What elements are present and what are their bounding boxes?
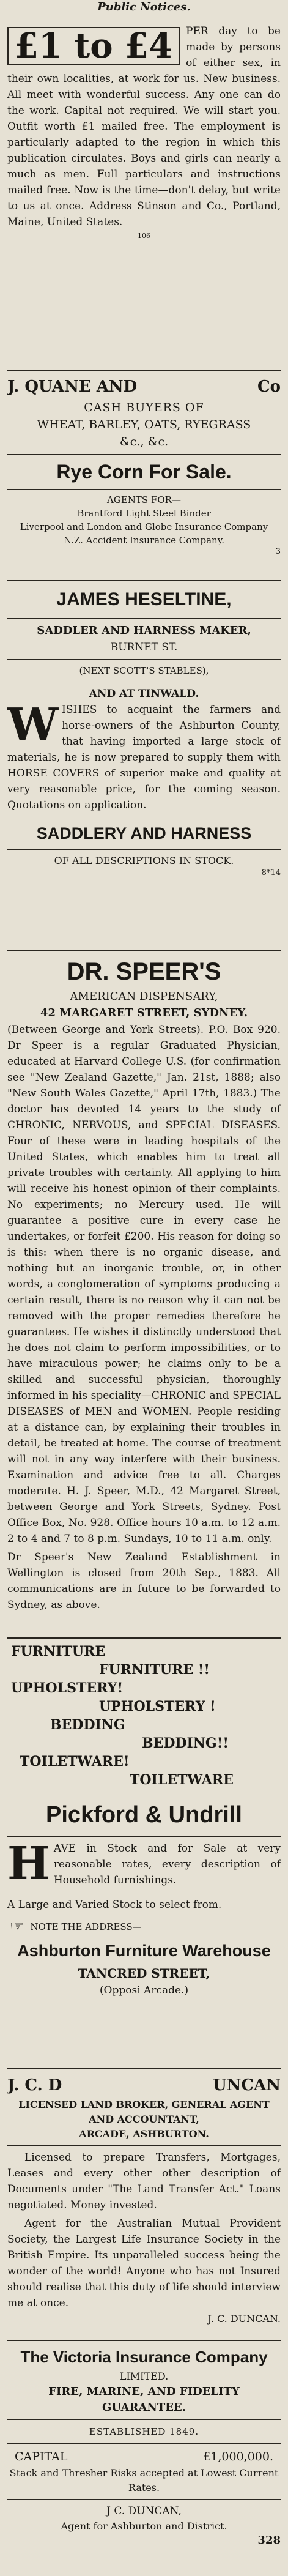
ad-body: PER day to be made by persons of either sex, in their own localities, at work for us. New business. All meet with wonderful success. Any one can do the work. Capital not required. We will start you. Outfit worth £1 mailed free. The employment is particularly adapted to the region in which this publication circulates. Boys and girls can nearly a much as men. Full particulars and instructions mailed free. Now is the time—don't delay, but write to us at once. Address Stinson and Co., Portland, Maine, United States. <box>7 25 281 228</box>
note-label: NOTE THE ADDRESS— <box>30 1921 142 1932</box>
ad-name: JAMES HESELTINE, <box>56 589 232 609</box>
ad-ref: 328 <box>257 2534 281 2547</box>
section-header: Public Notices. <box>97 1 191 13</box>
furn-line: BEDDING!! <box>142 1735 229 1751</box>
agent-line: Brantford Light Steel Binder <box>77 508 211 519</box>
ad-body: Licensed to prepare Transfers, Mortgages, Leases and every other other description of Documents under "The Land Transfer Act." Loans negotiated. Money invested. <box>7 2151 281 2211</box>
divider <box>7 2145 281 2146</box>
furn-line: FURNITURE <box>11 1644 106 1659</box>
firm-line: LICENSED LAND BROKER, GENERAL AGENT AND ACCOUNTANT, <box>18 2099 270 2125</box>
divider <box>7 370 281 371</box>
ad-body: AVE in Stock and for Sale at very reasonable rates, every description of Household furnishings. <box>53 1842 281 1886</box>
ad-heseltine <box>7 585 281 946</box>
divider <box>7 1836 281 1837</box>
ad-body: ISHES to acquaint the farmers and horse-owners of the Ashburton County, that having imported a large stock of materials, he is now prepared to supply them with HORSE COVERS of superior make and quality at very reasonable price, for the coming season. Quotations on application. <box>7 704 281 811</box>
signature: J C. DUNCAN, <box>106 2505 182 2517</box>
ad-victoria-insurance <box>7 2345 281 2576</box>
divider <box>7 454 281 455</box>
ad-next: (NEXT SCOTT'S STABLES), <box>79 665 209 676</box>
furn-line: UPHOLSTERY! <box>11 1680 124 1696</box>
divider <box>7 950 281 951</box>
firm-row <box>7 374 281 399</box>
pointing-hand-icon: ☞ <box>10 1918 24 1936</box>
firm-name: J. C. D <box>7 2076 62 2094</box>
signature: J. C. DUNCAN. <box>207 2313 281 2325</box>
ad-heading: Ashburton Furniture Warehouse <box>17 1941 271 1960</box>
firm-line: ARCADE, ASHBURTON. <box>79 2128 209 2140</box>
furn-line: FURNITURE !! <box>99 1662 210 1678</box>
firm-name-rest: UNCAN <box>212 2076 281 2094</box>
ad-sub: LIMITED. <box>119 2370 169 2382</box>
ad-sub: 42 MARGARET STREET, SYDNEY. <box>40 1007 248 1019</box>
ad-body: Stack and Thresher Risks accepted at Lowest Current Rates. <box>9 2467 279 2493</box>
ad-body: (Between George and York Streets). P.O. Box 920. Dr Speer is a regular Graduated Physician, educated at Harvard College U.S. (for confirmation see "New Zealand Gazette," Jan. 21st, 1888; also "New South Wales Gazette," April 17th, 1883.) The doctor has devoted 14 years to the study of CHRONIC, NERVOUS, and SPECIAL DISEASES. Four of these were in leading hospitals of the United States, which enables him to treat all private troubles with certainty. All applying to him will receive his honest opinion of their complaints. No experiments; no Mercury used. He will guarantee a positive cure in every case he undertakes, or forfeit £200. His reason for doing so is this: when there is no organic disease, and nothing but an inorganic trouble, or, in other words, a conglomeration of symptoms producing a certain result, there is no reason why it can not be removed with the proper remedies therefore he guarantees. He wishes it distinctly understood that he does not claim to perform impossibilities, or to have miraculous power; he claims only to be a skilled and successful physician, thoroughly informed in his speciality—CHRONIC and SPECIAL DISEASES of MEN and WOMEN. People residing at a distance can, by explaining their troubles in detail, be treated at home. The course of treatment will not in any way interfere with their business. Examination and advice free to all. Charges moderate. H. J. Speer, M.D., 42 Margaret Street, between George and York Streets, Sydney. Post Office Box, No. 928. Office hours 10 a.m. to 12 a.m. 2 to 4 and 7 to 8 p.m. Sundays, 10 to 11 a.m. only. <box>7 1024 281 1545</box>
ad-body: Agent for the Australian Mutual Provident Society, the Largest Life Insurance Society in the British Empire. Its unparalleled success being the wonder of the world! Anyone who has not Insured should realise that this duty of life should interview me at once. <box>7 2217 281 2309</box>
furniture-block <box>7 1642 281 1789</box>
ad-est: ESTABLISHED 1849. <box>89 2426 199 2437</box>
furn-line: TOILETWARE! <box>20 1754 130 1770</box>
firm-row <box>7 2073 281 2098</box>
agents-label: AGENTS FOR— <box>107 494 181 505</box>
divider <box>7 659 281 660</box>
note-row <box>7 1916 281 1937</box>
ad-ref: 106 <box>138 232 150 240</box>
divider <box>7 1637 281 1639</box>
firm-co: Co <box>257 378 281 396</box>
furn-line: BEDDING <box>50 1717 125 1733</box>
capital-row <box>7 2448 281 2466</box>
capital-label: CAPITAL <box>15 2450 68 2463</box>
ad-stock: OF ALL DESCRIPTIONS IN STOCK. <box>54 855 234 866</box>
ad-at: AND AT TINWALD. <box>89 688 199 700</box>
ad-title: The Victoria Insurance Company <box>20 2348 268 2366</box>
divider <box>7 2340 281 2341</box>
divider <box>7 2499 281 2500</box>
ad-dr-speer <box>7 955 281 1634</box>
firm-line: CASH BUYERS OF <box>84 401 204 414</box>
divider <box>7 2068 281 2069</box>
ad-ref: 8*14 <box>261 868 281 877</box>
divider <box>7 849 281 850</box>
ad-heading: Rye Corn For Sale. <box>56 461 232 483</box>
ad-quane <box>7 374 281 576</box>
divider <box>7 2443 281 2444</box>
agent-line: Agent for Ashburton and District. <box>61 2520 227 2532</box>
ad-ref: 3 <box>275 547 281 556</box>
ad-trade: SADDLER AND HARNESS MAKER, <box>37 624 251 637</box>
drop-cap: H <box>7 1837 50 1890</box>
furn-line: TOILETWARE <box>130 1772 234 1788</box>
ad-duncan <box>7 2073 281 2336</box>
ad-heading: SADDLERY AND HARNESS <box>36 824 252 843</box>
ad-street: BURNET ST. <box>110 641 178 653</box>
ad-title: DR. SPEER'S <box>67 958 221 985</box>
furn-line: UPHOLSTERY ! <box>99 1699 216 1714</box>
agent-line: N.Z. Accident Insurance Company. <box>64 535 224 546</box>
agent-line: Liverpool and London and Globe Insurance Company <box>20 521 268 532</box>
ad-street: TANCRED STREET, <box>78 1966 210 1981</box>
ad-sub: FIRE, MARINE, AND FIDELITY GUARANTEE. <box>48 2385 240 2414</box>
ad-work-from-home <box>7 23 281 366</box>
ad-opp: (Opposi Arcade.) <box>99 1984 189 1997</box>
ad-pickford-undrill <box>7 1642 281 2064</box>
divider <box>7 618 281 619</box>
ad-sub: AMERICAN DISPENSARY, <box>70 990 218 1003</box>
ad-body: Dr Speer's New Zealand Establishment in Wellington is closed from 20th Sep., 1883. All communications are in future to be forwarded to Sydney, as above. <box>7 1551 281 1611</box>
ad-body: A Large and Varied Stock to select from. <box>7 1899 222 1911</box>
divider <box>7 2419 281 2420</box>
ad-title: Pickford & Undrill <box>46 1802 242 1828</box>
capital-value: £1,000,000. <box>203 2450 273 2463</box>
divider <box>7 489 281 490</box>
divider <box>7 580 281 581</box>
drop-cap: W <box>7 699 59 751</box>
firm-name: J. QUANE AND <box>7 378 138 396</box>
firm-line: WHEAT, BARLEY, OATS, RYEGRASS <box>37 418 251 431</box>
amount-headline: £1 to £4 <box>7 27 180 65</box>
firm-line: &c., &c. <box>119 435 169 449</box>
